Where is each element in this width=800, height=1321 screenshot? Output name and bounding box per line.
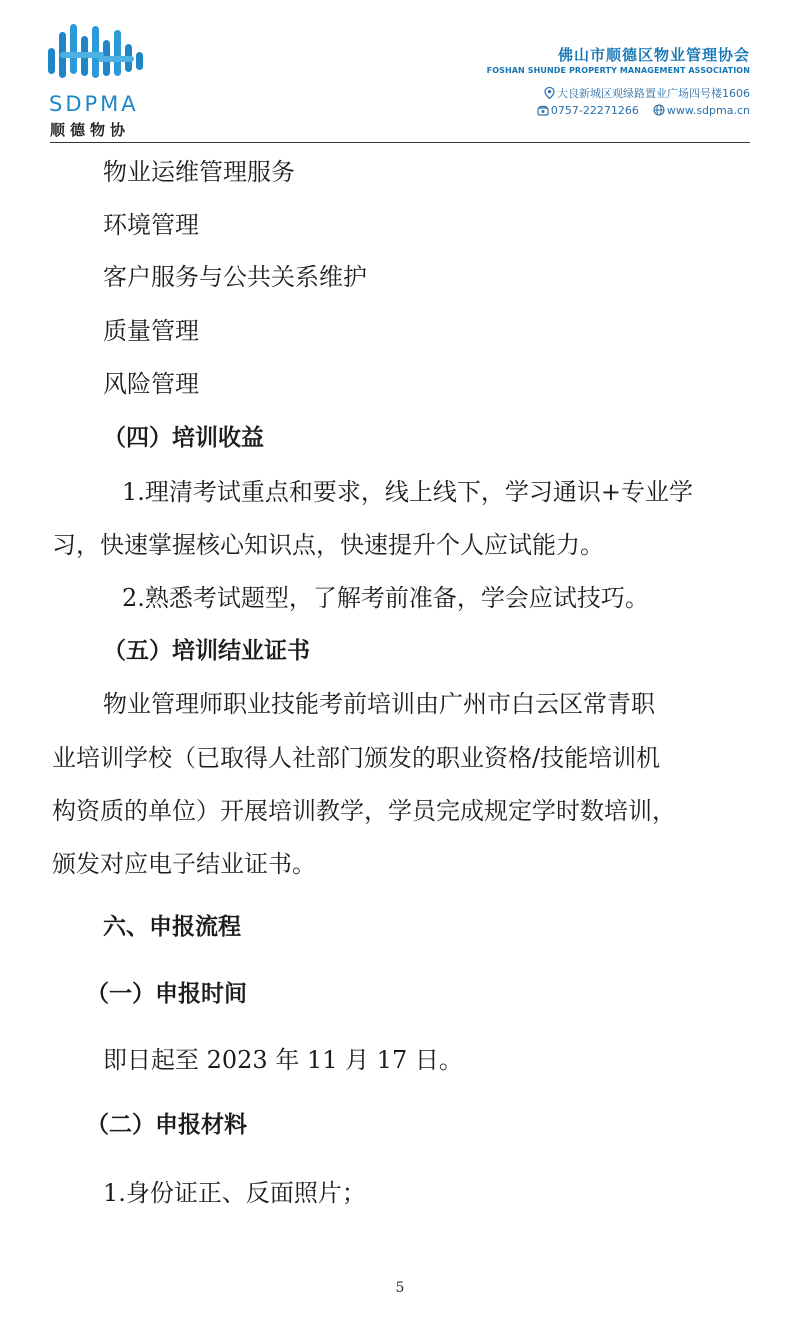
paragraph-line: 1.身份证正、反面照片；: [103, 1179, 366, 1207]
address-text: 大良新城区观绿路置业广场四号楼1606: [557, 87, 750, 100]
paragraph-line: 2.熟悉考试题型，了解考前准备，学会应试技巧。: [122, 584, 649, 612]
page-number: 5: [395, 1280, 405, 1296]
paragraph-line: 习，快速掌握核心知识点，快速提升个人应试能力。: [52, 531, 604, 559]
address-line: [544, 85, 750, 101]
paragraph-line: 业培训学校（已取得人社部门颁发的职业资格/技能培训机: [52, 744, 661, 772]
paragraph-line: 物业管理师职业技能考前培训由广州市白云区常青职: [103, 690, 655, 718]
sdpma-logo-icon: [46, 22, 146, 88]
organization-name: 佛山市顺德区物业管理协会: [557, 46, 750, 64]
organization-name-english: FOSHAN SHUNDE PROPERTY MANAGEMENT ASSOCIATION: [486, 66, 750, 75]
paragraph-line: 1.理清考试重点和要求，线上线下，学习通识+专业学: [122, 478, 694, 506]
paragraph-line: 构资质的单位）开展培训教学，学员完成规定学时数培训，: [52, 797, 676, 825]
location-pin-icon: [544, 87, 555, 99]
list-item: 物业运维管理服务: [103, 158, 295, 186]
list-item: 环境管理: [103, 211, 199, 239]
globe-icon: [653, 104, 665, 116]
phone-icon: [537, 105, 549, 116]
letterhead: [0, 0, 800, 150]
header-divider: [50, 142, 750, 143]
list-item: 风险管理: [103, 370, 199, 398]
section-heading: （五）培训结业证书: [103, 638, 310, 664]
section-heading: （二）申报材料: [86, 1112, 247, 1138]
section-heading: （一）申报时间: [86, 981, 247, 1007]
logo-abbreviation: SDPMA: [49, 92, 139, 116]
paragraph-line: 即日起至 2023 年 11 月 17 日。: [103, 1046, 463, 1074]
phone-number: 0757-22271266: [550, 104, 639, 117]
section-heading: （四）培训收益: [103, 425, 264, 451]
paragraph-line: 颁发对应电子结业证书。: [52, 850, 316, 878]
contact-line: [537, 104, 750, 117]
list-item: 质量管理: [103, 317, 199, 345]
chapter-heading: 六、申报流程: [103, 914, 241, 940]
list-item: 客户服务与公共关系维护: [103, 263, 367, 291]
website-link[interactable]: www.sdpma.cn: [666, 104, 750, 117]
logo-chinese-name: 顺德物协: [50, 121, 131, 139]
